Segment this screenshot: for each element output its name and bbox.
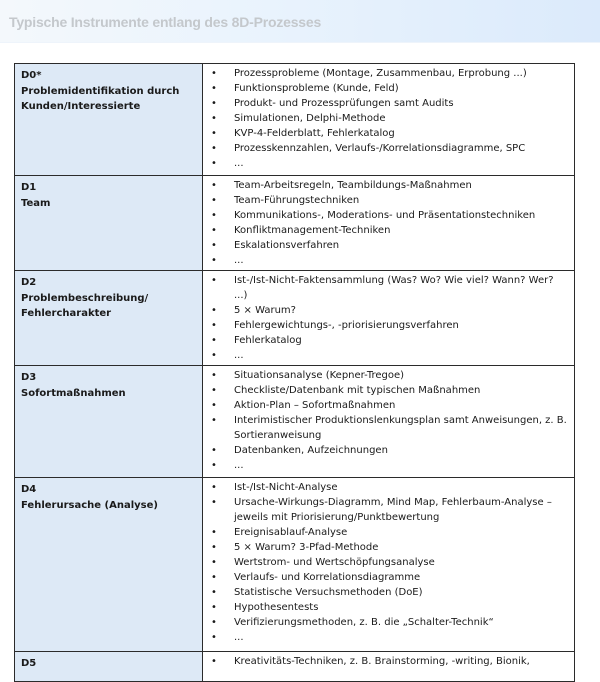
- bullet-icon: •: [211, 385, 217, 396]
- instruments-cell: [203, 176, 575, 271]
- phase-code: D0*: [21, 70, 42, 81]
- instruments-table: [14, 63, 575, 682]
- list-item-text: Aktion-Plan – Sofortmaßnahmen: [234, 400, 396, 411]
- list-item-text: Fehlerkatalog: [234, 335, 302, 346]
- list-item-text: 5 × Warum? 3-Pfad-Methode: [234, 542, 379, 553]
- list-item: [203, 443, 568, 458]
- list-item: [203, 318, 568, 333]
- list-item: [203, 383, 568, 398]
- bullet-icon: •: [211, 335, 217, 346]
- bullet-icon: •: [211, 275, 217, 286]
- page-title: Typische Instrumente entlang des 8D-Prozesses: [9, 14, 322, 30]
- phase-code: D3: [21, 372, 37, 383]
- list-item: [203, 96, 568, 111]
- list-item-text: Eskalationsverfahren: [234, 240, 340, 251]
- list-item: [203, 238, 568, 253]
- phase-cell: [15, 478, 203, 652]
- list-item-text: Kommunikations-, Moderations- und Präsentationstechniken: [234, 210, 536, 221]
- bullet-icon: •: [211, 195, 217, 206]
- list-item-text: Wertstrom- und Wertschöpfungsanalyse: [234, 557, 435, 568]
- list-item-text: 5 × Warum?: [234, 305, 296, 316]
- phase-cell: [15, 366, 203, 478]
- bullet-icon: •: [211, 240, 217, 251]
- list-item-text: Verifizierungsmethoden, z. B. die „Schalter-Technik“: [234, 617, 494, 628]
- list-item-text: Funktionsprobleme (Kunde, Feld): [234, 83, 399, 94]
- list-item-text: Ursache-Wirkungs-Diagramm, Mind Map, Fehlerbaum-Analyse – jeweils mit Priorisierung/Punktbewertung: [234, 497, 552, 523]
- list-item: [203, 368, 568, 383]
- bullet-icon: •: [211, 350, 217, 361]
- list-item: [203, 413, 568, 443]
- table-row: [15, 366, 575, 478]
- bullet-icon: •: [211, 572, 217, 583]
- list-item: [203, 570, 568, 585]
- bullet-icon: •: [211, 527, 217, 538]
- list-item-text: Fehlergewichtungs-, -priorisierungsverfahren: [234, 320, 459, 331]
- bullet-icon: •: [211, 497, 217, 508]
- phase-name: Fehlerursache (Analyse): [21, 499, 158, 511]
- bullet-icon: •: [211, 143, 217, 154]
- instrument-list: [203, 654, 568, 669]
- table-row: [15, 478, 575, 652]
- list-item: [203, 615, 568, 630]
- table-row: [15, 652, 575, 682]
- list-item: [203, 253, 568, 268]
- list-item: [203, 348, 568, 363]
- bullet-icon: •: [211, 460, 217, 471]
- bullet-icon: •: [211, 128, 217, 139]
- bullet-icon: •: [211, 255, 217, 266]
- instruments-cell: [203, 478, 575, 652]
- list-item: [203, 141, 568, 156]
- list-item: [203, 495, 568, 525]
- instrument-list: [203, 480, 568, 645]
- list-item: [203, 66, 568, 81]
- phase-name: Problemidentifikation durch Kunden/Interessierte: [21, 85, 180, 112]
- bullet-icon: •: [211, 632, 217, 643]
- list-item-text: ...: [234, 460, 244, 471]
- list-item: [203, 333, 568, 348]
- bullet-icon: •: [211, 305, 217, 316]
- list-item-text: Produkt- und Prozessprüfungen samt Audits: [234, 98, 454, 109]
- instrument-list: [203, 66, 568, 171]
- phase-cell: [15, 64, 203, 176]
- list-item: [203, 555, 568, 570]
- phase-cell: [15, 176, 203, 271]
- phase-name: Problembeschreibung/ Fehlercharakter: [21, 292, 149, 319]
- bullet-icon: •: [211, 158, 217, 169]
- list-item: [203, 126, 568, 141]
- instrument-list: [203, 178, 568, 268]
- list-item-text: Kreativitäts-Techniken, z. B. Brainstorming, -writing, Bionik,: [234, 656, 530, 667]
- bullet-icon: •: [211, 320, 217, 331]
- bullet-icon: •: [211, 482, 217, 493]
- list-item: [203, 303, 568, 318]
- list-item: [203, 273, 568, 303]
- bullet-icon: •: [211, 210, 217, 221]
- list-item: [203, 630, 568, 645]
- list-item-text: Verlaufs- und Korrelationsdiagramme: [234, 572, 421, 583]
- phase-name: Team: [21, 197, 51, 209]
- phase-name: Sofortmaßnahmen: [21, 387, 126, 399]
- instruments-cell: [203, 652, 575, 682]
- phase-code: D5: [21, 658, 37, 669]
- list-item-text: ...: [234, 350, 244, 361]
- bullet-icon: •: [211, 602, 217, 613]
- list-item: [203, 654, 568, 669]
- instruments-cell: [203, 366, 575, 478]
- list-item-text: KVP-4-Felderblatt, Fehlerkatalog: [234, 128, 395, 139]
- bullet-icon: •: [211, 617, 217, 628]
- bullet-icon: •: [211, 98, 217, 109]
- bullet-icon: •: [211, 400, 217, 411]
- list-item-text: Ereignisablauf-Analyse: [234, 527, 348, 538]
- list-item-text: ...: [234, 632, 244, 643]
- table-row: [15, 271, 575, 366]
- list-item: [203, 111, 568, 126]
- list-item: [203, 81, 568, 96]
- bullet-icon: •: [211, 370, 217, 381]
- bullet-icon: •: [211, 656, 217, 667]
- list-item: [203, 480, 568, 495]
- list-item: [203, 525, 568, 540]
- list-item-text: Ist-/Ist-Nicht-Analyse: [234, 482, 338, 493]
- phase-cell: [15, 652, 203, 682]
- list-item: [203, 208, 568, 223]
- page-header: [0, 0, 600, 43]
- list-item-text: Prozesskennzahlen, Verlaufs-/Korrelationsdiagramme, SPC: [234, 143, 526, 154]
- bullet-icon: •: [211, 83, 217, 94]
- list-item-text: Statistische Versuchsmethoden (DoE): [234, 587, 423, 598]
- bullet-icon: •: [211, 542, 217, 553]
- bullet-icon: •: [211, 415, 217, 426]
- list-item-text: Interimistischer Produktionslenkungsplan samt Anweisungen, z. B. Sortieranweisung: [234, 415, 567, 441]
- list-item-text: Team-Führungstechniken: [234, 195, 360, 206]
- list-item: [203, 223, 568, 238]
- instruments-cell: [203, 64, 575, 176]
- list-item: [203, 540, 568, 555]
- list-item-text: ...: [234, 158, 244, 169]
- bullet-icon: •: [211, 445, 217, 456]
- phase-code: D2: [21, 277, 37, 288]
- table-row: [15, 176, 575, 271]
- list-item-text: Checkliste/Datenbank mit typischen Maßnahmen: [234, 385, 481, 396]
- instrument-list: [203, 368, 568, 473]
- list-item-text: Ist-/Ist-Nicht-Faktensammlung (Was? Wo? Wie viel? Wann? Wer? ...): [234, 275, 554, 301]
- list-item: [203, 600, 568, 615]
- phase-cell: [15, 271, 203, 366]
- instrument-list: [203, 273, 568, 363]
- list-item-text: Team-Arbeitsregeln, Teambildungs-Maßnahmen: [234, 180, 472, 191]
- bullet-icon: •: [211, 587, 217, 598]
- bullet-icon: •: [211, 557, 217, 568]
- list-item: [203, 585, 568, 600]
- list-item: [203, 458, 568, 473]
- instruments-cell: [203, 271, 575, 366]
- phase-code: D1: [21, 182, 37, 193]
- list-item: [203, 398, 568, 413]
- list-item: [203, 178, 568, 193]
- list-item-text: Hypothesentests: [234, 602, 319, 613]
- bullet-icon: •: [211, 113, 217, 124]
- phase-code: D4: [21, 484, 37, 495]
- table-row: [15, 64, 575, 176]
- list-item-text: Simulationen, Delphi-Methode: [234, 113, 386, 124]
- list-item: [203, 156, 568, 171]
- list-item-text: Situationsanalyse (Kepner-Tregoe): [234, 370, 405, 381]
- list-item-text: Konfliktmanagement-Techniken: [234, 225, 391, 236]
- list-item: [203, 193, 568, 208]
- list-item-text: Prozessprobleme (Montage, Zusammenbau, Erprobung ...): [234, 68, 527, 79]
- bullet-icon: •: [211, 180, 217, 191]
- list-item-text: Datenbanken, Aufzeichnungen: [234, 445, 388, 456]
- bullet-icon: •: [211, 68, 217, 79]
- bullet-icon: •: [211, 225, 217, 236]
- list-item-text: ...: [234, 255, 244, 266]
